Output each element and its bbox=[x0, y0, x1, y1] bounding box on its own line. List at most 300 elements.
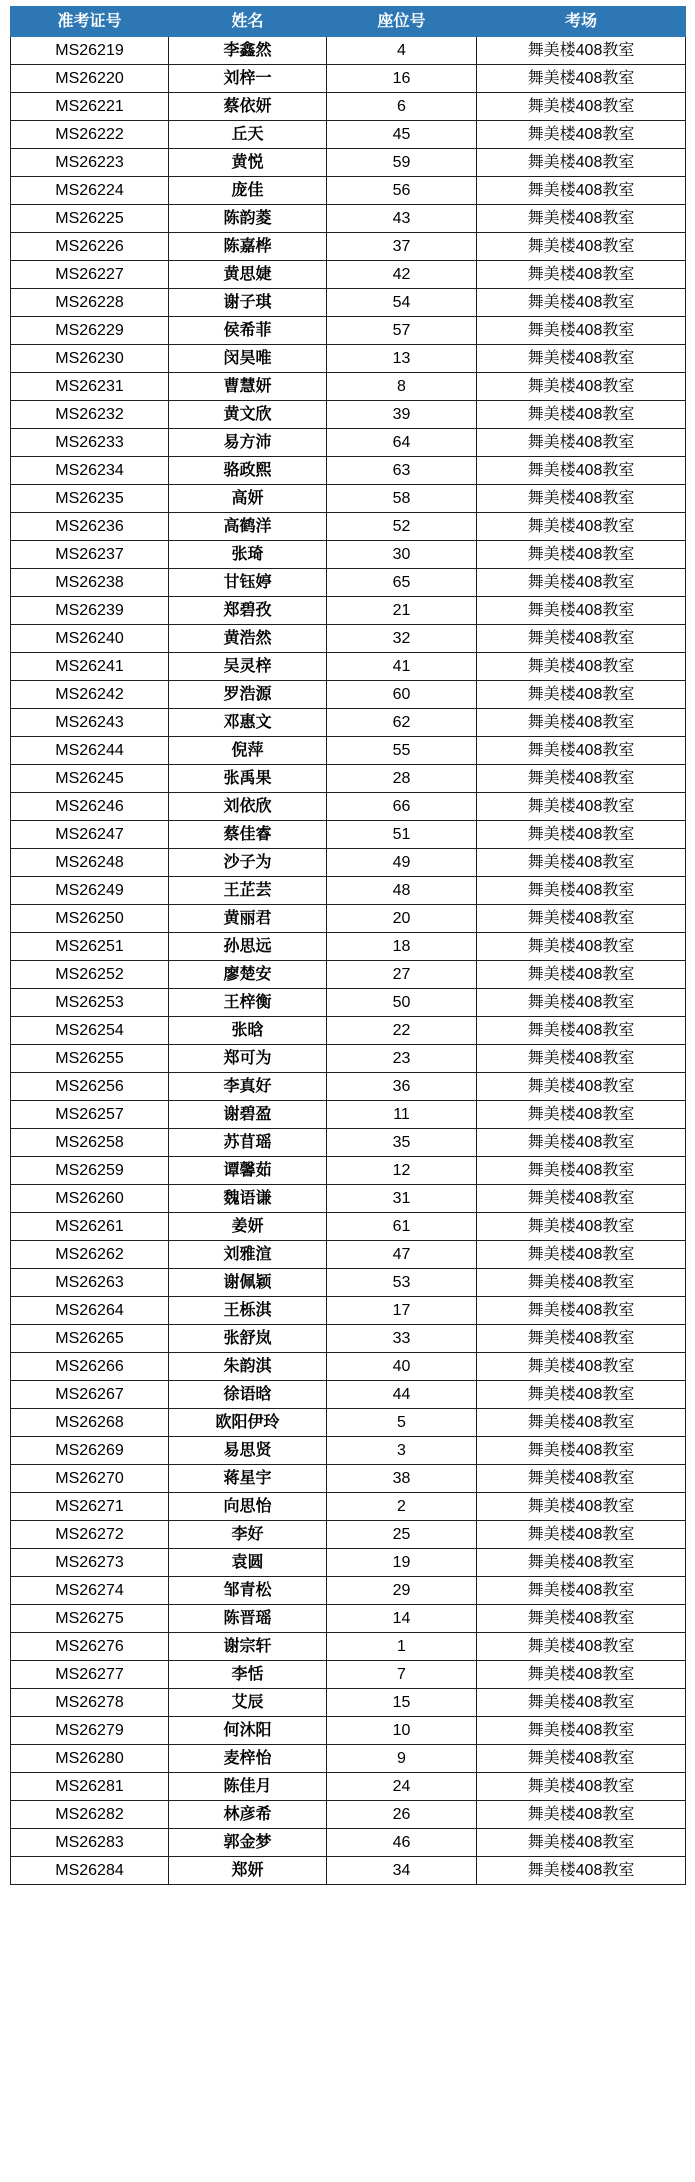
cell-seat-number: 29 bbox=[327, 1577, 477, 1605]
cell-exam-room: 舞美楼408教室 bbox=[477, 877, 686, 905]
cell-name: 庞佳 bbox=[169, 177, 327, 205]
cell-name: 蒋星宇 bbox=[169, 1465, 327, 1493]
table-row bbox=[11, 1717, 686, 1745]
cell-seat-number: 28 bbox=[327, 765, 477, 793]
cell-name: 何沐阳 bbox=[169, 1717, 327, 1745]
cell-name: 侯希菲 bbox=[169, 317, 327, 345]
cell-exam-room: 舞美楼408教室 bbox=[477, 1101, 686, 1129]
cell-seat-number: 38 bbox=[327, 1465, 477, 1493]
cell-admission-id: MS26267 bbox=[11, 1381, 169, 1409]
table-row bbox=[11, 1661, 686, 1689]
cell-name: 黄浩然 bbox=[169, 625, 327, 653]
table-row bbox=[11, 1829, 686, 1857]
cell-exam-room: 舞美楼408教室 bbox=[477, 597, 686, 625]
cell-exam-room: 舞美楼408教室 bbox=[477, 905, 686, 933]
cell-exam-room: 舞美楼408教室 bbox=[477, 821, 686, 849]
cell-admission-id: MS26223 bbox=[11, 149, 169, 177]
cell-exam-room: 舞美楼408教室 bbox=[477, 1465, 686, 1493]
cell-admission-id: MS26268 bbox=[11, 1409, 169, 1437]
cell-seat-number: 62 bbox=[327, 709, 477, 737]
cell-exam-room: 舞美楼408教室 bbox=[477, 121, 686, 149]
cell-admission-id: MS26221 bbox=[11, 93, 169, 121]
cell-name: 丘天 bbox=[169, 121, 327, 149]
table-row bbox=[11, 37, 686, 65]
cell-name: 邹青松 bbox=[169, 1577, 327, 1605]
table-row bbox=[11, 1045, 686, 1073]
cell-exam-room: 舞美楼408教室 bbox=[477, 1829, 686, 1857]
cell-exam-room: 舞美楼408教室 bbox=[477, 429, 686, 457]
cell-seat-number: 8 bbox=[327, 373, 477, 401]
cell-admission-id: MS26271 bbox=[11, 1493, 169, 1521]
cell-exam-room: 舞美楼408教室 bbox=[477, 289, 686, 317]
cell-admission-id: MS26247 bbox=[11, 821, 169, 849]
cell-name: 高妍 bbox=[169, 485, 327, 513]
cell-admission-id: MS26227 bbox=[11, 261, 169, 289]
cell-name: 刘梓一 bbox=[169, 65, 327, 93]
cell-admission-id: MS26238 bbox=[11, 569, 169, 597]
cell-exam-room: 舞美楼408教室 bbox=[477, 1045, 686, 1073]
cell-admission-id: MS26283 bbox=[11, 1829, 169, 1857]
cell-name: 徐语晗 bbox=[169, 1381, 327, 1409]
cell-admission-id: MS26237 bbox=[11, 541, 169, 569]
cell-exam-room: 舞美楼408教室 bbox=[477, 1241, 686, 1269]
table-row bbox=[11, 345, 686, 373]
table-row bbox=[11, 709, 686, 737]
cell-exam-room: 舞美楼408教室 bbox=[477, 1549, 686, 1577]
cell-seat-number: 60 bbox=[327, 681, 477, 709]
cell-exam-room: 舞美楼408教室 bbox=[477, 233, 686, 261]
table-row bbox=[11, 1549, 686, 1577]
cell-exam-room: 舞美楼408教室 bbox=[477, 1605, 686, 1633]
column-header-admission-id: 准考证号 bbox=[11, 7, 169, 37]
cell-admission-id: MS26274 bbox=[11, 1577, 169, 1605]
cell-admission-id: MS26265 bbox=[11, 1325, 169, 1353]
table-row bbox=[11, 1465, 686, 1493]
cell-exam-room: 舞美楼408教室 bbox=[477, 793, 686, 821]
cell-admission-id: MS26259 bbox=[11, 1157, 169, 1185]
cell-seat-number: 64 bbox=[327, 429, 477, 457]
cell-seat-number: 32 bbox=[327, 625, 477, 653]
cell-name: 林彦希 bbox=[169, 1801, 327, 1829]
cell-admission-id: MS26276 bbox=[11, 1633, 169, 1661]
cell-admission-id: MS26234 bbox=[11, 457, 169, 485]
cell-admission-id: MS26254 bbox=[11, 1017, 169, 1045]
cell-seat-number: 25 bbox=[327, 1521, 477, 1549]
cell-name: 谢宗轩 bbox=[169, 1633, 327, 1661]
table-row bbox=[11, 1017, 686, 1045]
cell-name: 麦梓怡 bbox=[169, 1745, 327, 1773]
cell-exam-room: 舞美楼408教室 bbox=[477, 1157, 686, 1185]
cell-exam-room: 舞美楼408教室 bbox=[477, 1213, 686, 1241]
table-row bbox=[11, 1325, 686, 1353]
cell-seat-number: 18 bbox=[327, 933, 477, 961]
cell-exam-room: 舞美楼408教室 bbox=[477, 1325, 686, 1353]
cell-exam-room: 舞美楼408教室 bbox=[477, 37, 686, 65]
cell-exam-room: 舞美楼408教室 bbox=[477, 1185, 686, 1213]
cell-exam-room: 舞美楼408教室 bbox=[477, 373, 686, 401]
cell-exam-room: 舞美楼408教室 bbox=[477, 401, 686, 429]
cell-name: 王芷芸 bbox=[169, 877, 327, 905]
cell-admission-id: MS26278 bbox=[11, 1689, 169, 1717]
table-row bbox=[11, 513, 686, 541]
cell-name: 艾辰 bbox=[169, 1689, 327, 1717]
table-row bbox=[11, 597, 686, 625]
table-row bbox=[11, 1857, 686, 1885]
cell-seat-number: 61 bbox=[327, 1213, 477, 1241]
cell-name: 张禹果 bbox=[169, 765, 327, 793]
cell-seat-number: 12 bbox=[327, 1157, 477, 1185]
cell-name: 谢佩颖 bbox=[169, 1269, 327, 1297]
cell-seat-number: 65 bbox=[327, 569, 477, 597]
cell-admission-id: MS26250 bbox=[11, 905, 169, 933]
cell-seat-number: 66 bbox=[327, 793, 477, 821]
cell-seat-number: 48 bbox=[327, 877, 477, 905]
cell-exam-room: 舞美楼408教室 bbox=[477, 989, 686, 1017]
cell-name: 黄思婕 bbox=[169, 261, 327, 289]
cell-name: 谭馨茹 bbox=[169, 1157, 327, 1185]
cell-exam-room: 舞美楼408教室 bbox=[477, 849, 686, 877]
cell-name: 魏语谦 bbox=[169, 1185, 327, 1213]
cell-name: 高鹤洋 bbox=[169, 513, 327, 541]
cell-name: 廖楚安 bbox=[169, 961, 327, 989]
cell-seat-number: 24 bbox=[327, 1773, 477, 1801]
cell-seat-number: 6 bbox=[327, 93, 477, 121]
table-row bbox=[11, 849, 686, 877]
table-row bbox=[11, 1213, 686, 1241]
table-row bbox=[11, 1101, 686, 1129]
table-row bbox=[11, 1381, 686, 1409]
cell-name: 沙子为 bbox=[169, 849, 327, 877]
cell-name: 黄文欣 bbox=[169, 401, 327, 429]
cell-name: 易思贤 bbox=[169, 1437, 327, 1465]
table-row bbox=[11, 1605, 686, 1633]
cell-name: 罗浩源 bbox=[169, 681, 327, 709]
table-row bbox=[11, 1437, 686, 1465]
cell-exam-room: 舞美楼408教室 bbox=[477, 1521, 686, 1549]
cell-seat-number: 33 bbox=[327, 1325, 477, 1353]
cell-name: 甘钰婷 bbox=[169, 569, 327, 597]
cell-seat-number: 40 bbox=[327, 1353, 477, 1381]
table-row bbox=[11, 177, 686, 205]
cell-seat-number: 22 bbox=[327, 1017, 477, 1045]
cell-name: 曹慧妍 bbox=[169, 373, 327, 401]
cell-admission-id: MS26264 bbox=[11, 1297, 169, 1325]
cell-admission-id: MS26269 bbox=[11, 1437, 169, 1465]
table-row bbox=[11, 149, 686, 177]
cell-exam-room: 舞美楼408教室 bbox=[477, 205, 686, 233]
table-row bbox=[11, 877, 686, 905]
cell-name: 郑可为 bbox=[169, 1045, 327, 1073]
cell-exam-room: 舞美楼408教室 bbox=[477, 933, 686, 961]
cell-seat-number: 37 bbox=[327, 233, 477, 261]
cell-name: 李恬 bbox=[169, 1661, 327, 1689]
cell-name: 蔡依妍 bbox=[169, 93, 327, 121]
cell-admission-id: MS26249 bbox=[11, 877, 169, 905]
cell-exam-room: 舞美楼408教室 bbox=[477, 765, 686, 793]
table-row bbox=[11, 1269, 686, 1297]
cell-name: 陈嘉桦 bbox=[169, 233, 327, 261]
cell-seat-number: 5 bbox=[327, 1409, 477, 1437]
table-row bbox=[11, 933, 686, 961]
cell-admission-id: MS26284 bbox=[11, 1857, 169, 1885]
cell-seat-number: 36 bbox=[327, 1073, 477, 1101]
cell-name: 张舒岚 bbox=[169, 1325, 327, 1353]
cell-exam-room: 舞美楼408教室 bbox=[477, 93, 686, 121]
cell-name: 郑妍 bbox=[169, 1857, 327, 1885]
cell-admission-id: MS26229 bbox=[11, 317, 169, 345]
cell-exam-room: 舞美楼408教室 bbox=[477, 1017, 686, 1045]
cell-name: 姜妍 bbox=[169, 1213, 327, 1241]
cell-admission-id: MS26263 bbox=[11, 1269, 169, 1297]
cell-admission-id: MS26252 bbox=[11, 961, 169, 989]
cell-admission-id: MS26245 bbox=[11, 765, 169, 793]
cell-seat-number: 34 bbox=[327, 1857, 477, 1885]
table-row bbox=[11, 1801, 686, 1829]
table-row bbox=[11, 1521, 686, 1549]
cell-seat-number: 42 bbox=[327, 261, 477, 289]
table-row bbox=[11, 737, 686, 765]
cell-seat-number: 4 bbox=[327, 37, 477, 65]
table-row bbox=[11, 1185, 686, 1213]
table-row bbox=[11, 1353, 686, 1381]
column-header-seat-number: 座位号 bbox=[327, 7, 477, 37]
cell-exam-room: 舞美楼408教室 bbox=[477, 1269, 686, 1297]
cell-name: 倪萍 bbox=[169, 737, 327, 765]
cell-name: 苏苜瑶 bbox=[169, 1129, 327, 1157]
cell-name: 袁圆 bbox=[169, 1549, 327, 1577]
table-row bbox=[11, 1409, 686, 1437]
table-row bbox=[11, 317, 686, 345]
cell-name: 谢子琪 bbox=[169, 289, 327, 317]
cell-exam-room: 舞美楼408教室 bbox=[477, 261, 686, 289]
cell-admission-id: MS26226 bbox=[11, 233, 169, 261]
table-row bbox=[11, 961, 686, 989]
cell-exam-room: 舞美楼408教室 bbox=[477, 1493, 686, 1521]
table-row bbox=[11, 681, 686, 709]
cell-seat-number: 1 bbox=[327, 1633, 477, 1661]
cell-admission-id: MS26248 bbox=[11, 849, 169, 877]
cell-name: 张晗 bbox=[169, 1017, 327, 1045]
cell-admission-id: MS26220 bbox=[11, 65, 169, 93]
column-header-exam-room: 考场 bbox=[477, 7, 686, 37]
cell-seat-number: 2 bbox=[327, 1493, 477, 1521]
cell-admission-id: MS26244 bbox=[11, 737, 169, 765]
cell-name: 李真好 bbox=[169, 1073, 327, 1101]
cell-seat-number: 30 bbox=[327, 541, 477, 569]
cell-name: 骆政熙 bbox=[169, 457, 327, 485]
cell-name: 易方沛 bbox=[169, 429, 327, 457]
cell-seat-number: 15 bbox=[327, 1689, 477, 1717]
cell-admission-id: MS26279 bbox=[11, 1717, 169, 1745]
table-header-row bbox=[11, 7, 686, 37]
cell-admission-id: MS26222 bbox=[11, 121, 169, 149]
cell-exam-room: 舞美楼408教室 bbox=[477, 681, 686, 709]
table-row bbox=[11, 401, 686, 429]
cell-name: 蔡佳睿 bbox=[169, 821, 327, 849]
cell-seat-number: 49 bbox=[327, 849, 477, 877]
table-row bbox=[11, 65, 686, 93]
table-row bbox=[11, 485, 686, 513]
cell-exam-room: 舞美楼408教室 bbox=[477, 1633, 686, 1661]
cell-seat-number: 56 bbox=[327, 177, 477, 205]
cell-exam-room: 舞美楼408教室 bbox=[477, 317, 686, 345]
cell-seat-number: 54 bbox=[327, 289, 477, 317]
cell-admission-id: MS26241 bbox=[11, 653, 169, 681]
table-row bbox=[11, 93, 686, 121]
cell-admission-id: MS26273 bbox=[11, 1549, 169, 1577]
cell-exam-room: 舞美楼408教室 bbox=[477, 1073, 686, 1101]
cell-seat-number: 58 bbox=[327, 485, 477, 513]
table-row bbox=[11, 1689, 686, 1717]
cell-seat-number: 53 bbox=[327, 1269, 477, 1297]
cell-name: 谢碧盈 bbox=[169, 1101, 327, 1129]
cell-seat-number: 41 bbox=[327, 653, 477, 681]
cell-admission-id: MS26262 bbox=[11, 1241, 169, 1269]
cell-exam-room: 舞美楼408教室 bbox=[477, 345, 686, 373]
cell-exam-room: 舞美楼408教室 bbox=[477, 149, 686, 177]
cell-seat-number: 59 bbox=[327, 149, 477, 177]
cell-name: 刘雅渲 bbox=[169, 1241, 327, 1269]
cell-admission-id: MS26230 bbox=[11, 345, 169, 373]
cell-name: 邓惠文 bbox=[169, 709, 327, 737]
cell-seat-number: 43 bbox=[327, 205, 477, 233]
cell-name: 朱韵淇 bbox=[169, 1353, 327, 1381]
cell-seat-number: 10 bbox=[327, 1717, 477, 1745]
cell-seat-number: 47 bbox=[327, 1241, 477, 1269]
cell-admission-id: MS26280 bbox=[11, 1745, 169, 1773]
table-row bbox=[11, 1493, 686, 1521]
cell-exam-room: 舞美楼408教室 bbox=[477, 625, 686, 653]
cell-name: 黄丽君 bbox=[169, 905, 327, 933]
cell-admission-id: MS26233 bbox=[11, 429, 169, 457]
cell-exam-room: 舞美楼408教室 bbox=[477, 1129, 686, 1157]
table-row bbox=[11, 989, 686, 1017]
table-row bbox=[11, 1633, 686, 1661]
cell-seat-number: 35 bbox=[327, 1129, 477, 1157]
cell-name: 王栎淇 bbox=[169, 1297, 327, 1325]
cell-admission-id: MS26277 bbox=[11, 1661, 169, 1689]
table-row bbox=[11, 429, 686, 457]
cell-admission-id: MS26270 bbox=[11, 1465, 169, 1493]
cell-seat-number: 63 bbox=[327, 457, 477, 485]
cell-seat-number: 3 bbox=[327, 1437, 477, 1465]
cell-admission-id: MS26282 bbox=[11, 1801, 169, 1829]
cell-exam-room: 舞美楼408教室 bbox=[477, 513, 686, 541]
cell-seat-number: 45 bbox=[327, 121, 477, 149]
exam-seating-table bbox=[10, 6, 686, 1885]
cell-seat-number: 20 bbox=[327, 905, 477, 933]
cell-name: 陈韵菱 bbox=[169, 205, 327, 233]
cell-admission-id: MS26240 bbox=[11, 625, 169, 653]
cell-seat-number: 7 bbox=[327, 1661, 477, 1689]
table-row bbox=[11, 1129, 686, 1157]
table-row bbox=[11, 261, 686, 289]
cell-admission-id: MS26260 bbox=[11, 1185, 169, 1213]
cell-exam-room: 舞美楼408教室 bbox=[477, 1409, 686, 1437]
cell-seat-number: 21 bbox=[327, 597, 477, 625]
cell-exam-room: 舞美楼408教室 bbox=[477, 709, 686, 737]
table-row bbox=[11, 1297, 686, 1325]
table-row bbox=[11, 121, 686, 149]
cell-name: 刘依欣 bbox=[169, 793, 327, 821]
cell-seat-number: 46 bbox=[327, 1829, 477, 1857]
cell-seat-number: 26 bbox=[327, 1801, 477, 1829]
table-row bbox=[11, 1157, 686, 1185]
table-row bbox=[11, 765, 686, 793]
cell-admission-id: MS26261 bbox=[11, 1213, 169, 1241]
cell-admission-id: MS26255 bbox=[11, 1045, 169, 1073]
cell-seat-number: 11 bbox=[327, 1101, 477, 1129]
cell-seat-number: 52 bbox=[327, 513, 477, 541]
cell-admission-id: MS26232 bbox=[11, 401, 169, 429]
cell-name: 陈佳月 bbox=[169, 1773, 327, 1801]
cell-name: 郭金梦 bbox=[169, 1829, 327, 1857]
cell-seat-number: 27 bbox=[327, 961, 477, 989]
cell-exam-room: 舞美楼408教室 bbox=[477, 1437, 686, 1465]
cell-exam-room: 舞美楼408教室 bbox=[477, 1745, 686, 1773]
table-row bbox=[11, 1577, 686, 1605]
cell-name: 张琦 bbox=[169, 541, 327, 569]
table-row bbox=[11, 373, 686, 401]
cell-admission-id: MS26253 bbox=[11, 989, 169, 1017]
cell-name: 王梓衡 bbox=[169, 989, 327, 1017]
cell-admission-id: MS26243 bbox=[11, 709, 169, 737]
cell-admission-id: MS26239 bbox=[11, 597, 169, 625]
table-row bbox=[11, 205, 686, 233]
table-row bbox=[11, 1073, 686, 1101]
table-row bbox=[11, 905, 686, 933]
table-row bbox=[11, 541, 686, 569]
cell-exam-room: 舞美楼408教室 bbox=[477, 485, 686, 513]
table-row bbox=[11, 1745, 686, 1773]
cell-admission-id: MS26228 bbox=[11, 289, 169, 317]
cell-exam-room: 舞美楼408教室 bbox=[477, 457, 686, 485]
cell-name: 李鑫然 bbox=[169, 37, 327, 65]
cell-name: 孙思远 bbox=[169, 933, 327, 961]
cell-name: 欧阳伊玲 bbox=[169, 1409, 327, 1437]
cell-admission-id: MS26281 bbox=[11, 1773, 169, 1801]
table-row bbox=[11, 625, 686, 653]
cell-admission-id: MS26224 bbox=[11, 177, 169, 205]
cell-seat-number: 19 bbox=[327, 1549, 477, 1577]
cell-admission-id: MS26251 bbox=[11, 933, 169, 961]
table-row bbox=[11, 233, 686, 261]
cell-name: 郑碧孜 bbox=[169, 597, 327, 625]
table-row bbox=[11, 793, 686, 821]
cell-name: 闵昊唯 bbox=[169, 345, 327, 373]
cell-exam-room: 舞美楼408教室 bbox=[477, 737, 686, 765]
cell-seat-number: 50 bbox=[327, 989, 477, 1017]
cell-exam-room: 舞美楼408教室 bbox=[477, 541, 686, 569]
cell-exam-room: 舞美楼408教室 bbox=[477, 65, 686, 93]
cell-exam-room: 舞美楼408教室 bbox=[477, 653, 686, 681]
cell-exam-room: 舞美楼408教室 bbox=[477, 1801, 686, 1829]
column-header-name: 姓名 bbox=[169, 7, 327, 37]
cell-admission-id: MS26257 bbox=[11, 1101, 169, 1129]
cell-seat-number: 39 bbox=[327, 401, 477, 429]
table-row bbox=[11, 289, 686, 317]
cell-admission-id: MS26236 bbox=[11, 513, 169, 541]
cell-exam-room: 舞美楼408教室 bbox=[477, 961, 686, 989]
cell-seat-number: 55 bbox=[327, 737, 477, 765]
cell-seat-number: 14 bbox=[327, 1605, 477, 1633]
cell-admission-id: MS26266 bbox=[11, 1353, 169, 1381]
table-row bbox=[11, 653, 686, 681]
cell-exam-room: 舞美楼408教室 bbox=[477, 1381, 686, 1409]
cell-admission-id: MS26275 bbox=[11, 1605, 169, 1633]
cell-admission-id: MS26258 bbox=[11, 1129, 169, 1157]
cell-seat-number: 13 bbox=[327, 345, 477, 373]
